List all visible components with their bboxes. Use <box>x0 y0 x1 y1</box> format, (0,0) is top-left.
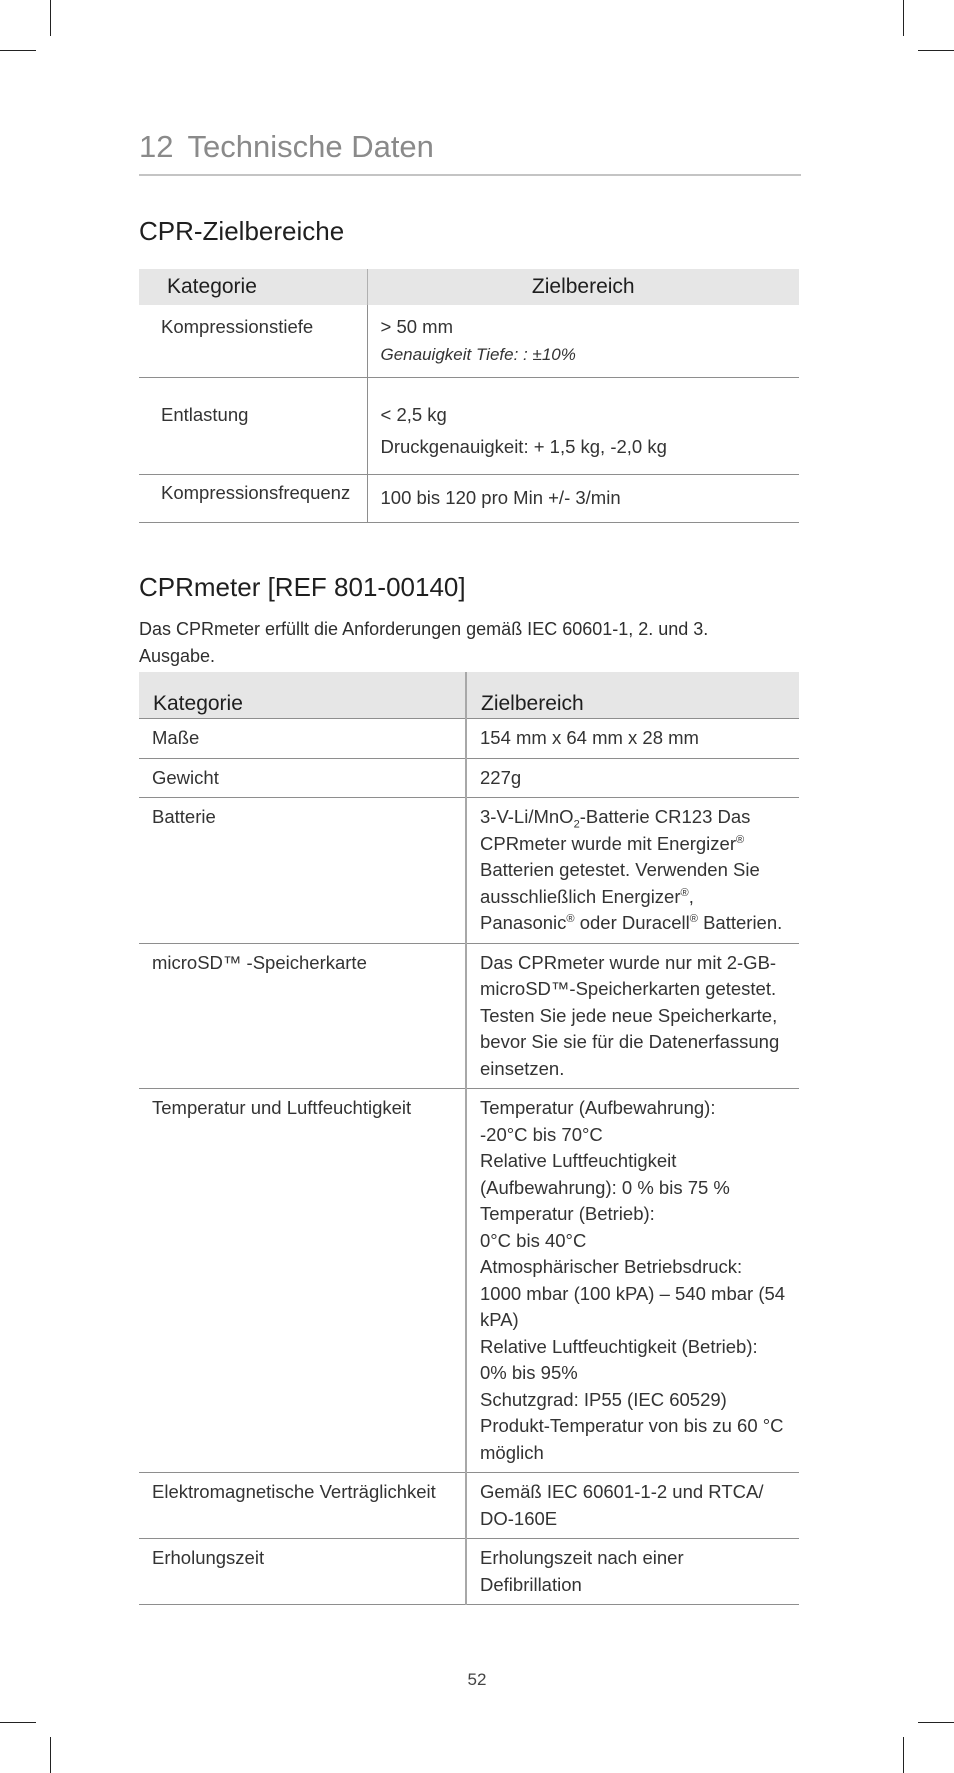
row-label: Batterie <box>139 798 466 944</box>
table-row <box>139 1473 799 1539</box>
value-text: oder Duracell <box>574 912 690 933</box>
registered-mark: ® <box>680 886 689 899</box>
crop-mark <box>50 1737 51 1773</box>
column-header-zielbereich: Zielbereich <box>367 269 799 305</box>
section-intro: Das CPRmeter erfüllt die Anforderungen gemäß IEC 60601-1, 2. und 3. Ausgabe. <box>139 619 709 666</box>
section-title-cprmeter: CPRmeter [REF 801-00140] <box>139 572 466 602</box>
value-line: Relative Luftfeuchtigkeit <box>480 1150 677 1171</box>
value-line: 1000 mbar (100 kPA) – 540 mbar (54 kPA) <box>480 1282 786 1330</box>
crop-mark <box>50 0 51 36</box>
row-value <box>367 378 799 475</box>
value-text: , Panasonic <box>480 885 694 933</box>
value-text: Batterien getestet. Verwenden Sie ausschließlich Energizer <box>480 859 760 907</box>
cpr-target-table <box>139 269 799 523</box>
cprmeter-spec-table <box>139 672 799 1605</box>
table-row <box>139 943 799 1089</box>
column-header-kategorie: Kategorie <box>139 269 367 305</box>
row-value: 154 mm x 64 mm x 28 mm <box>466 719 799 759</box>
crop-mark <box>903 1737 904 1773</box>
value-subscript: 2 <box>573 818 580 831</box>
value-line: Temperatur (Aufbewahrung): <box>480 1097 716 1118</box>
registered-mark: ® <box>689 912 698 925</box>
value-text: -Batterie CR123 Das CPRmeter wurde mit Energizer <box>480 806 751 854</box>
table-row <box>139 475 799 523</box>
page-number: 52 <box>467 1670 487 1689</box>
row-label: Kompressionsfrequenz <box>139 475 367 523</box>
value-main: < 2,5 kg <box>380 404 447 425</box>
value-line: Relative Luftfeuchtigkeit (Betrieb): <box>480 1335 758 1357</box>
value-line: -20°C bis 70°C <box>480 1123 603 1145</box>
table-row <box>139 798 799 944</box>
crop-mark <box>903 0 904 36</box>
value-note: Genauigkeit Tiefe: : ±10% <box>380 344 576 364</box>
row-label: Elektromagnetische Verträglichkeit <box>139 1473 466 1539</box>
value-text: Batterien. <box>697 912 783 933</box>
section-title-cpr-zielbereiche: CPR-Zielbereiche <box>139 216 345 246</box>
value-line: Atmosphärischer Betriebsdruck: <box>480 1256 743 1277</box>
value-line: Temperatur (Betrieb): <box>480 1203 655 1224</box>
value-line: (Aufbewahrung): 0 % bis 75 % <box>480 1176 730 1198</box>
registered-mark: ® <box>736 833 745 846</box>
table-row <box>139 1539 799 1605</box>
crop-mark <box>0 1722 36 1723</box>
value-text: 3-V-Li/MnO <box>480 806 574 827</box>
value-line: 0°C bis 40°C <box>480 1229 587 1251</box>
table-header-row <box>139 672 799 719</box>
crop-mark <box>918 50 954 51</box>
table-header-row <box>139 269 799 305</box>
table-row <box>139 305 799 378</box>
row-label: Maße <box>139 719 466 759</box>
table-row <box>139 1089 799 1473</box>
crop-mark <box>0 50 36 51</box>
registered-mark: ® <box>566 912 575 925</box>
row-value <box>466 798 799 944</box>
row-label: Erholungszeit <box>139 1539 466 1605</box>
value-line: 0% bis 95% <box>480 1362 578 1383</box>
row-value: Erholungszeit nach einer Defibrillation <box>466 1539 799 1605</box>
column-header-zielbereich: Zielbereich <box>466 672 799 719</box>
column-header-kategorie: Kategorie <box>139 672 466 719</box>
table-row <box>139 758 799 798</box>
row-label: microSD™ -Speicherkarte <box>139 943 466 1089</box>
row-value: Das CPRmeter wurde nur mit 2-GB-microSD™-Speicherkarten getestet. Testen Sie jede neue Speicherkarte, bevor Sie sie für die Datenerfassung einsetzen. <box>466 943 799 1089</box>
crop-mark <box>918 1722 954 1723</box>
table-row <box>139 719 799 759</box>
row-value: 100 bis 120 pro Min +/- 3/min <box>367 475 799 523</box>
row-label: Kompressionstiefe <box>139 305 367 378</box>
row-value: Gemäß IEC 60601-1-2 und RTCA/ DO-160E <box>466 1473 799 1539</box>
chapter-title: Technische Daten <box>187 129 434 164</box>
chapter-number: 12 <box>139 129 174 164</box>
row-label: Temperatur und Luftfeuchtigkeit <box>139 1089 466 1473</box>
row-value <box>367 305 799 378</box>
row-label: Entlastung <box>139 378 367 475</box>
row-label: Gewicht <box>139 758 466 798</box>
value-line: Schutzgrad: IP55 (IEC 60529) <box>480 1388 727 1410</box>
value-line: Produkt-Temperatur von bis zu 60 °C möglich <box>480 1415 784 1463</box>
value-note: Druckgenauigkeit: + 1,5 kg, -2,0 kg <box>380 435 667 457</box>
row-value: 227g <box>466 758 799 798</box>
table-row <box>139 378 799 475</box>
value-main: > 50 mm <box>380 316 453 337</box>
chapter-heading <box>139 128 801 176</box>
row-value <box>466 1089 799 1473</box>
